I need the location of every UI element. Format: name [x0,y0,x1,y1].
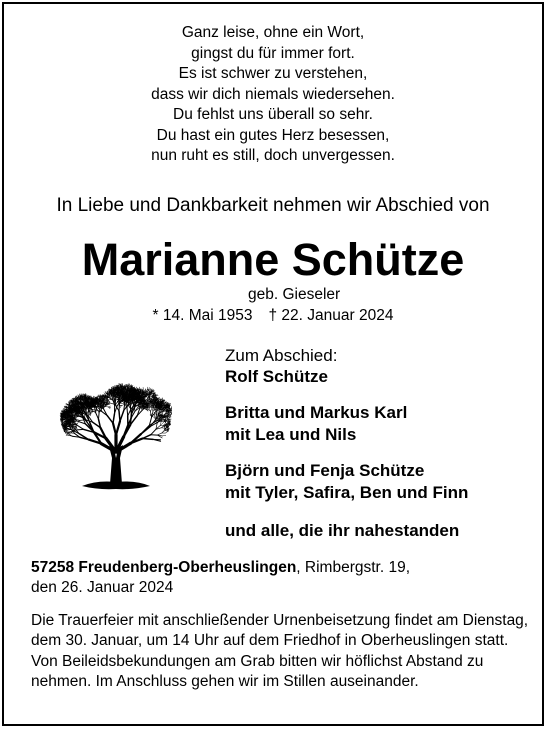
poem-line: nun ruht es still, doch unvergessen. [151,147,395,164]
poem [4,23,542,167]
address-city: 57258 Freudenberg-Oberheuslingen [31,559,297,576]
obituary-frame [2,2,544,726]
mourner-group [225,460,535,504]
tree-ground [82,482,150,490]
mourner-name: mit Lea und Nils [225,425,357,444]
mourner-group [225,366,535,388]
mourner-name: Björn und Fenja Schütze [225,461,425,480]
address-line [31,558,531,578]
address-block [31,558,531,598]
mourners-closing: und alle, die ihr nahestanden [225,521,460,540]
address-date: den 26. Januar 2024 [31,579,174,596]
poem-line: Ganz leise, ohne ein Wort, [181,24,365,41]
birth-date: * 14. Mai 1953 [152,307,253,324]
mourner-group [225,402,535,446]
poem-line: gingst du für immer fort. [191,44,355,62]
mourner-name: Rolf Schütze [225,367,328,386]
maiden-name: geb. Gieseler [248,286,341,303]
mourner-name: Britta und Markus Karl [225,403,408,422]
death-date: † 22. Januar 2024 [268,307,394,324]
mourner-name: mit Tyler, Safira, Ben und Finn [225,483,469,502]
address-street: , Rimbergstr. 19, [296,559,411,576]
poem-line: Es ist schwer zu verstehen, [178,65,368,82]
mourners [225,345,535,542]
funeral-notice: Die Trauerfeier mit anschließender Urnenbeisetzung findet am Dienstag, dem 30. Januar, um 14 Uhr auf dem Friedhof in Oberheuslingen statt. Von Beileidsbekundungen am Grab bitten wir höflichst Abstand zu nehmen. Im Anschluss gehen wir im Stillen auseinander. [31,612,529,690]
mourners-label: Zum Abschied: [225,346,338,365]
poem-line: dass wir dich niemals wiedersehen. [151,85,395,103]
life-dates [4,307,542,325]
poem-line: Du hast ein gutes Herz besessen, [156,126,390,144]
poem-line: Du fehlst uns überall so sehr. [173,106,373,123]
deceased-name: Marianne Schütze [81,234,465,285]
intro-text: In Liebe und Dankbarkeit nehmen wir Abschied von [56,195,490,216]
tree-icon [52,362,182,497]
